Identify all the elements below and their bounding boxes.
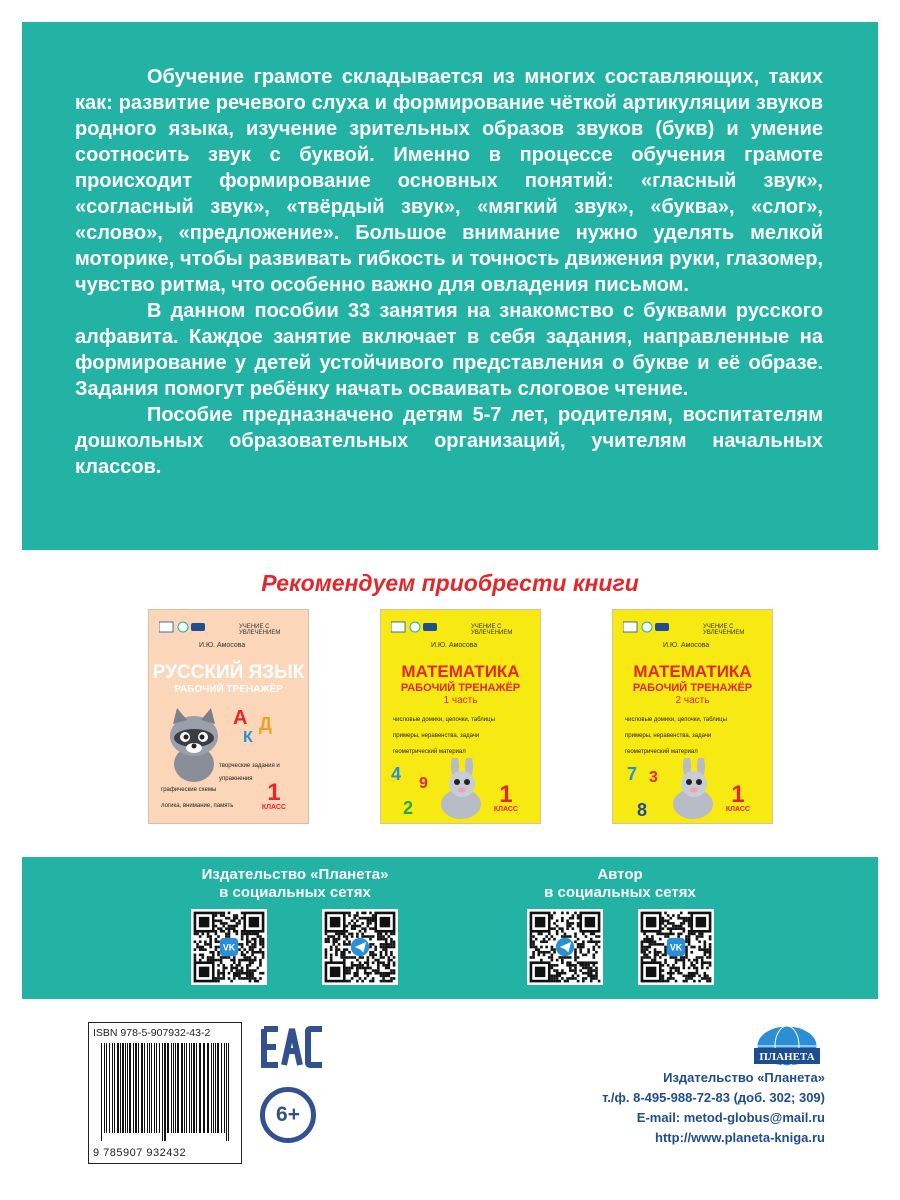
contact-phone: т./ф. 8-495-988-72-83 (доб. 302; 309) — [602, 1090, 825, 1105]
qr-pattern-icon — [322, 909, 398, 985]
contact-publisher: Издательство «Планета» — [663, 1070, 825, 1085]
vk-icon — [667, 938, 685, 956]
svg-text:8: 8 — [637, 800, 648, 820]
svg-text:7: 7 — [627, 764, 638, 784]
book-part: 1 часть — [443, 695, 478, 706]
grade-word: КЛАСС — [725, 806, 750, 813]
book-cover-russian[interactable] — [148, 609, 309, 824]
book-cover-math-part1[interactable] — [380, 609, 541, 824]
book-author: И.Ю. Амосова — [663, 642, 710, 649]
description-paragraph: Пособие предназначено детям 5-7 лет, родителям, воспитателям дошкольных образовательных организаций, учителям начальных классов. — [75, 404, 823, 478]
svg-text:2: 2 — [403, 798, 414, 818]
publisher-globe-logo-icon — [748, 1022, 826, 1074]
grade-number: 1 — [731, 781, 745, 808]
book-bullet: числовые домики, цепочки, таблицы — [393, 717, 495, 723]
publisher-social-title — [175, 866, 415, 902]
grade-number: 1 — [267, 779, 281, 806]
bunny-numbers-icon — [389, 758, 499, 820]
svg-text:9: 9 — [419, 775, 428, 792]
social-panel — [22, 857, 878, 999]
book-series: УЧЕНИЕ С УВЛЕЧЕНИЕМ — [239, 624, 281, 636]
letters-icon — [231, 702, 281, 742]
book-bullet: примеры, неравенства, задачи — [393, 733, 480, 739]
description-text — [75, 64, 823, 480]
publisher-social-line: в социальных сетях — [219, 884, 371, 901]
author-social-line: в социальных сетях — [544, 884, 696, 901]
book-bullet: графические схемы — [161, 787, 217, 793]
publisher-logos-icon — [159, 620, 209, 634]
book-title: МАТЕМАТИКА — [401, 662, 520, 681]
book-part: 2 часть — [675, 695, 710, 706]
book-grade — [493, 781, 518, 813]
book-subtitle: РАБОЧИЙ ТРЕНАЖЁР — [400, 682, 521, 694]
author-social-line: Автор — [597, 866, 643, 883]
book-grade — [725, 781, 750, 813]
grade-number: 1 — [499, 781, 513, 808]
bunny-numbers-icon — [621, 758, 731, 820]
publisher-logos-icon — [391, 620, 441, 634]
book-subtitle: РАБОЧИЙ ТРЕНАЖЁР — [632, 682, 753, 694]
publisher-logo-text: ПЛАНЕТА — [759, 1051, 815, 1063]
svg-text:VK: VK — [222, 942, 236, 953]
book-cover-math-part2[interactable] — [612, 609, 773, 824]
isbn-number: ISBN 978-5-907932-43-2 — [93, 1027, 211, 1039]
qr-code-vk-author[interactable] — [638, 909, 714, 985]
book-grade — [261, 779, 286, 811]
grade-word: КЛАСС — [493, 806, 518, 813]
qr-pattern-icon — [191, 909, 267, 985]
svg-text:3: 3 — [649, 769, 658, 786]
book-bullet: геометрический материал — [625, 749, 698, 755]
publisher-social-line: Издательство «Планета» — [201, 866, 389, 883]
book-bullet: числовые домики, цепочки, таблицы — [625, 717, 727, 723]
barcode-digits: 9 785907 932432 — [93, 1147, 187, 1159]
recommend-title: Рекомендуем приобрести книги — [261, 570, 639, 596]
book-author: И.Ю. Амосова — [431, 642, 478, 649]
telegram-icon — [556, 938, 574, 956]
publisher-logos-icon — [623, 620, 673, 634]
svg-text:К: К — [243, 729, 253, 742]
qr-pattern-icon — [527, 909, 603, 985]
grade-word: КЛАСС — [261, 804, 286, 811]
qr-code-telegram-publisher[interactable] — [322, 909, 398, 985]
qr-code-telegram-author[interactable] — [527, 909, 603, 985]
book-title: МАТЕМАТИКА — [633, 662, 752, 681]
description-paragraph: В данном пособии 33 занятия на знакомство с буквами русского алфавита. Каждое занятие включает в себя задания, направленные на формирование у детей устойчивого представления о букве и её образе. Задания помогут ребёнку начать осваивать слоговое чтение. — [75, 300, 823, 400]
barcode-icon — [97, 1043, 233, 1141]
book-series: УЧЕНИЕ С УВЛЕЧЕНИЕМ — [703, 624, 745, 636]
book-author: И.Ю. Амосова — [199, 642, 246, 649]
svg-text:4: 4 — [391, 764, 402, 784]
qr-pattern-icon — [638, 909, 714, 985]
vk-icon — [220, 938, 238, 956]
author-social-title — [500, 866, 740, 902]
age-rating-badge: 6+ — [260, 1087, 316, 1143]
book-series: УЧЕНИЕ С УВЛЕЧЕНИЕМ — [471, 624, 513, 636]
contact-email[interactable]: E-mail: metod-globus@mail.ru — [636, 1110, 825, 1125]
book-subtitle: РАБОЧИЙ ТРЕНАЖЁР — [174, 684, 283, 695]
telegram-icon — [351, 938, 369, 956]
publisher-contacts — [602, 1068, 825, 1148]
eac-mark-icon — [260, 1025, 326, 1069]
contact-website[interactable]: http://www.planeta-kniga.ru — [655, 1130, 825, 1145]
book-bullet: творческие задания и упражнения — [219, 763, 280, 782]
barcode — [88, 1022, 242, 1164]
book-title: РУССКИЙ ЯЗЫК — [152, 662, 305, 683]
qr-code-vk-publisher[interactable] — [191, 909, 267, 985]
svg-text:VK: VK — [669, 942, 683, 953]
svg-text:А: А — [233, 707, 248, 729]
svg-text:Д: Д — [259, 714, 272, 734]
book-bullet: логика, внимание, память — [161, 803, 234, 809]
description-paragraph: Обучение грамоте складывается из многих составляющих, таких как: развитие речевого слуха и формирование чёткой артикуляции звуков родного языка, изучение зрительных образов звуков (букв) и умение соотносить звук с буквой. Именно в процессе обучения грамоте происходит формирование основных понятий: «гласный звук», «согласный звук», «твёрдый звук», «мягкий звук», «буква», «слог», «слово», «предложение». Большое внимание нужно уделять мелкой моторике, чтобы развивать гибкость и точность движения руки, глазомер, чувство ритма, что особенно важно для овладения письмом. — [75, 66, 823, 296]
book-bullet: примеры, неравенства, задачи — [625, 733, 712, 739]
book-bullet: геометрический материал — [393, 749, 466, 755]
